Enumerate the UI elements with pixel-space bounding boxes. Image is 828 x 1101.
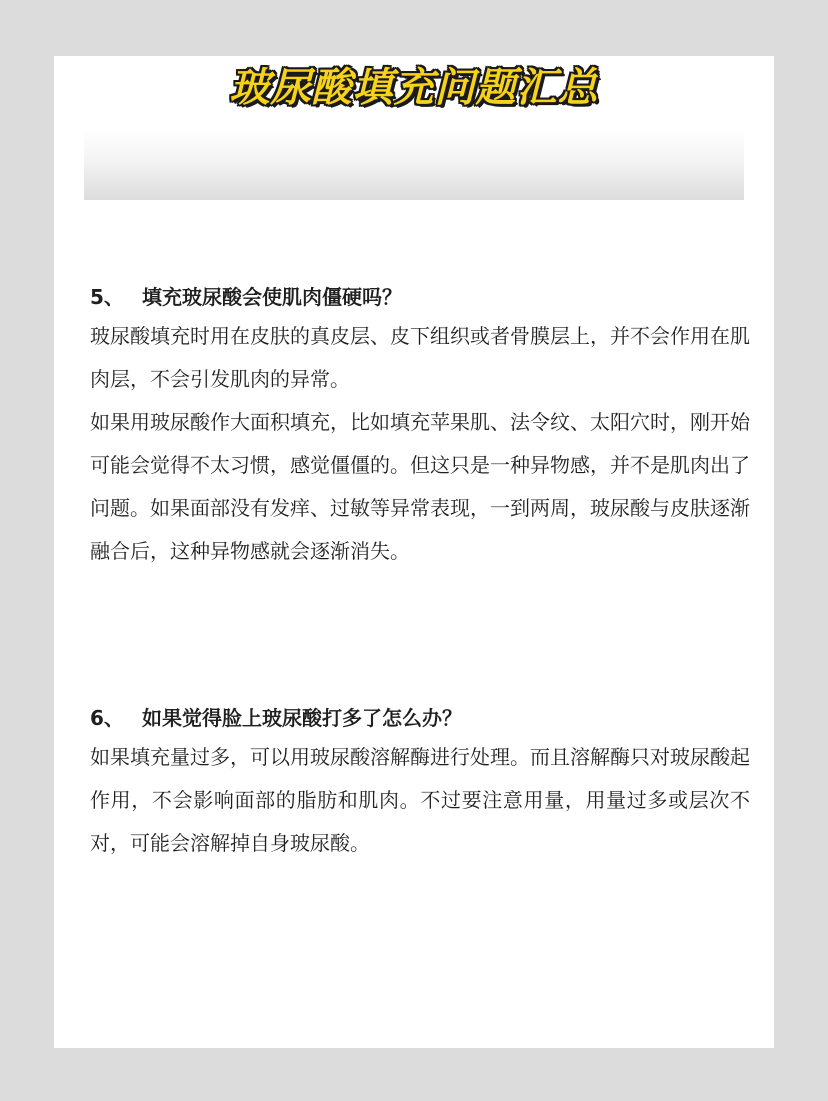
title-banner — [84, 128, 744, 200]
question-heading — [90, 279, 750, 315]
question-text: 填充玻尿酸会使肌肉僵硬吗？ — [142, 285, 402, 309]
question-number: 6、 — [90, 706, 124, 730]
answer-paragraph: 玻尿酸填充时用在皮肤的真皮层、皮下组织或者骨膜层上，并不会作用在肌肉层，不会引发肌肉的异常。 — [90, 324, 750, 391]
page-title: 玻尿酸填充问题汇总 — [229, 65, 599, 111]
question-heading — [90, 700, 750, 736]
answer-paragraph: 如果填充量过多，可以用玻尿酸溶解酶进行处理。而且溶解酶只对玻尿酸起作用，不会影响面部的脂肪和肌肉。不过要注意用量，用量过多或层次不对，可能会溶解掉自身玻尿酸。 — [90, 745, 750, 855]
question-number: 5、 — [90, 285, 124, 309]
faq-section-5 — [90, 279, 750, 573]
faq-section-6 — [90, 700, 750, 865]
answer-paragraph: 如果用玻尿酸作大面积填充，比如填充苹果肌、法令纹、太阳穴时，刚开始可能会觉得不太习惯，感觉僵僵的。但这只是一种异物感，并不是肌肉出了问题。如果面部没有发痒、过敏等异常表现，一到两周，玻尿酸与皮肤逐渐融合后，这种异物感就会逐渐消失。 — [90, 410, 750, 563]
content-card — [54, 56, 774, 1048]
question-text: 如果觉得脸上玻尿酸打多了怎么办？ — [142, 706, 462, 730]
